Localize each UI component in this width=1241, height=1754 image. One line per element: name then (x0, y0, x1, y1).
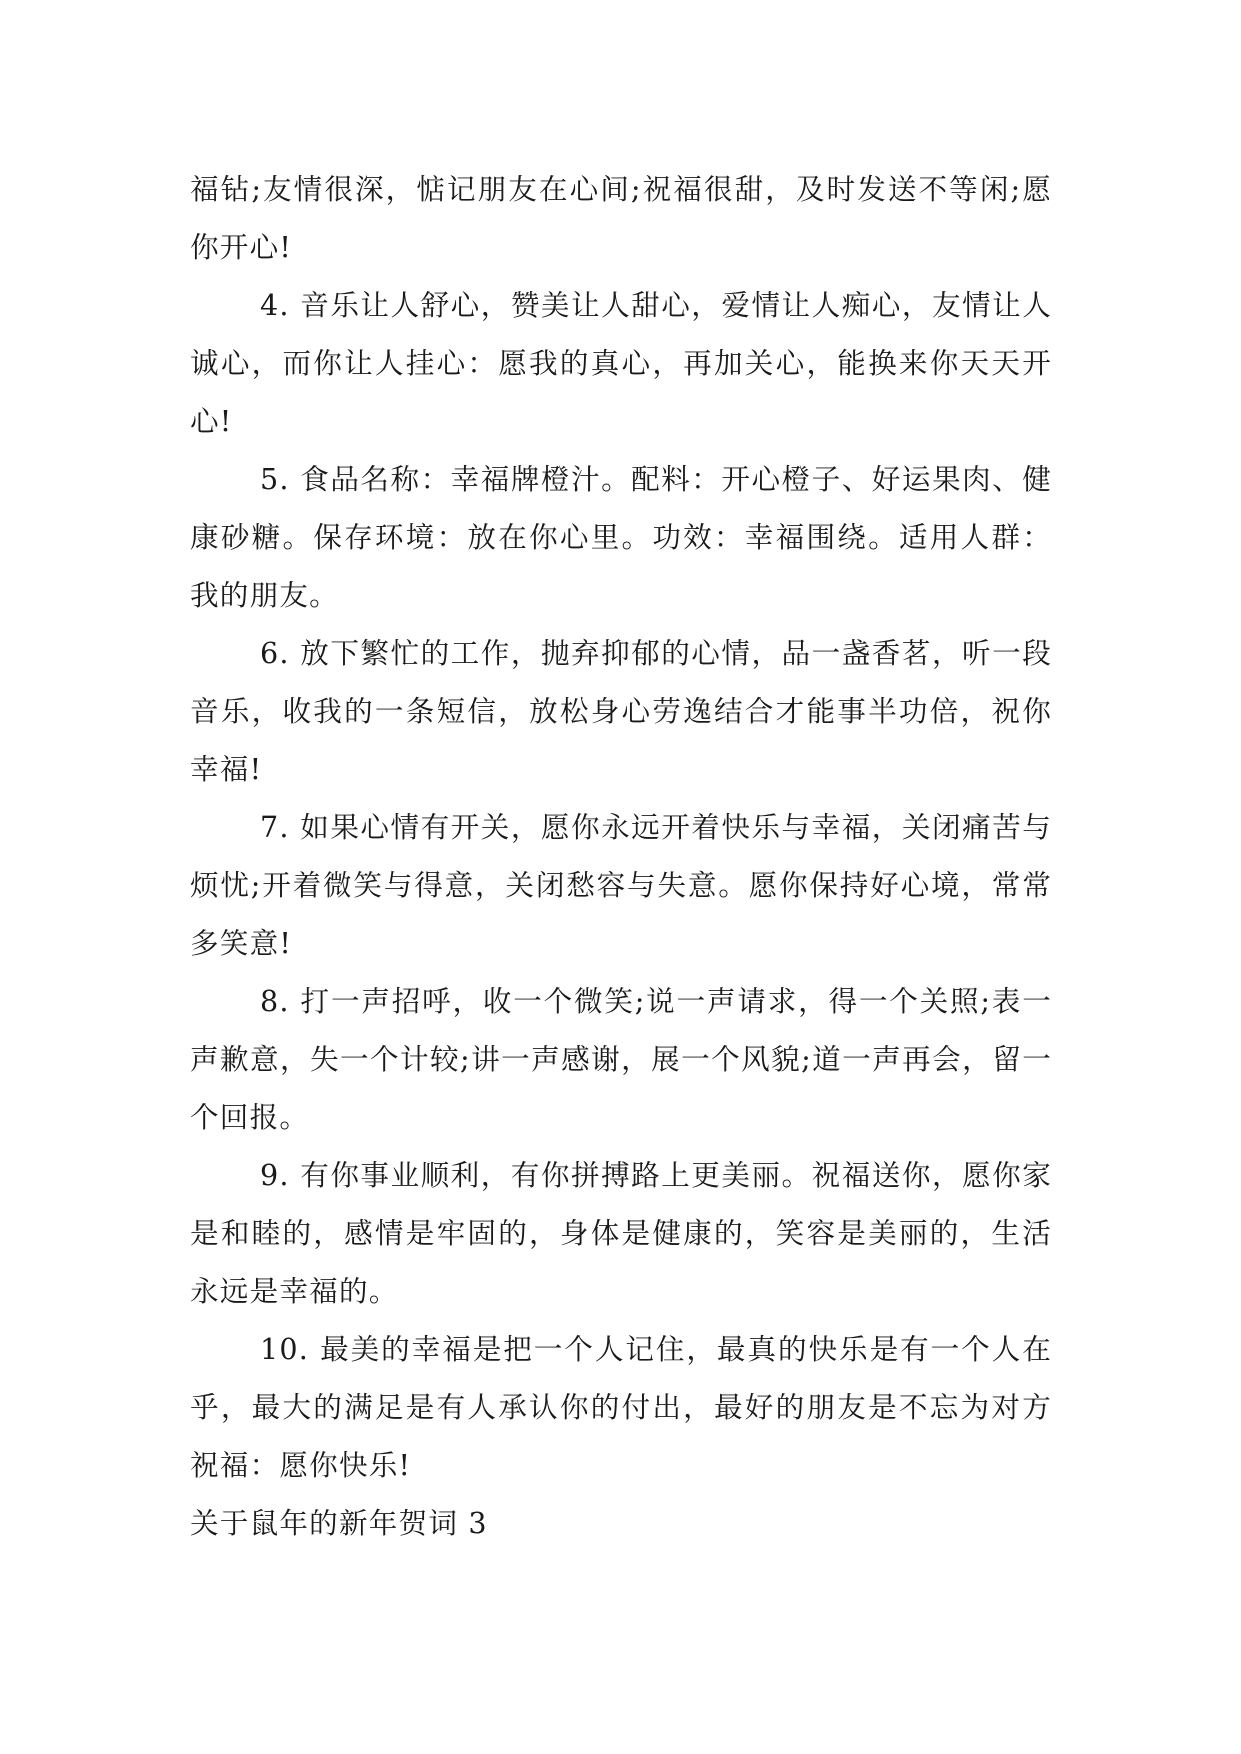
paragraph-item-4: 4. 音乐让人舒心，赞美让人甜心，爱情让人痴心，友情让人诚心，而你让人挂心：愿我的真心，再加关心，能换来你天天开心! (190, 288, 1052, 438)
paragraph-continuation: 福钻;友情很深，惦记朋友在心间;祝福很甜，及时发送不等闲;愿你开心! (190, 172, 1052, 264)
paragraph-item-5: 5. 食品名称：幸福牌橙汁。配料：开心橙子、好运果肉、健康砂糖。保存环境：放在你心里。功效：幸福围绕。适用人群：我的朋友。 (190, 462, 1052, 612)
paragraph-item-9: 9. 有你事业顺利，有你拼搏路上更美丽。祝福送你，愿你家是和睦的，感情是牢固的，身体是健康的，笑容是美丽的，生活永远是幸福的。 (190, 1158, 1052, 1308)
paragraph-item-10: 10. 最美的幸福是把一个人记住，最真的快乐是有一个人在乎，最大的满足是有人承认你的付出，最好的朋友是不忘为对方祝福：愿你快乐! (190, 1332, 1052, 1482)
document-body (190, 160, 1052, 1552)
section-heading: 关于鼠年的新年贺词 3 (190, 1506, 488, 1540)
paragraph-item-8: 8. 打一声招呼，收一个微笑;说一声请求，得一个关照;表一声歉意，失一个计较;讲一声感谢，展一个风貌;道一声再会，留一个回报。 (190, 984, 1052, 1134)
paragraph-item-6: 6. 放下繁忙的工作，抛弃抑郁的心情，品一盏香茗，听一段音乐，收我的一条短信，放松身心劳逸结合才能事半功倍，祝你幸福! (190, 636, 1052, 786)
paragraph-item-7: 7. 如果心情有开关，愿你永远开着快乐与幸福，关闭痛苦与烦忧;开着微笑与得意，关闭愁容与失意。愿你保持好心境，常常多笑意! (190, 810, 1052, 960)
